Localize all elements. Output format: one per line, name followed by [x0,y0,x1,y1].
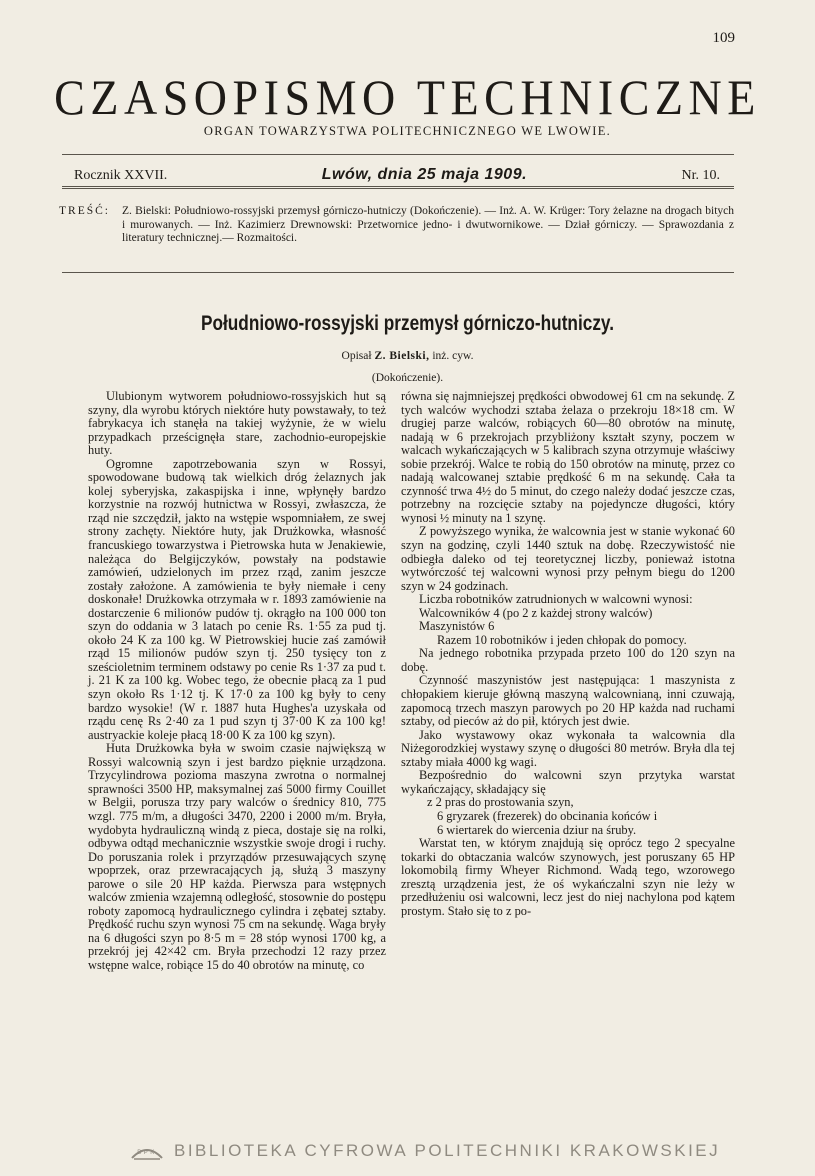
rule-issue [62,186,734,189]
paragraph: Czynność maszynistów jest następująca: 1 maszynista z chłopakiem kieruje główną maszyną walcownianą, inni czuwają, zapomocą trzech maszyn parowych po 20 HP każda nad ruchami sztaby, od pieców aż do pił, których jest dwie. [401,673,735,729]
workers-line: Maszynistów 6 [419,619,495,634]
page-number: 109 [712,30,735,46]
workers-total: Razem 10 robotników i jeden chłopak do pomocy. [437,632,687,647]
paragraph: Ulubionym wytworem południowo-rossyjskich hut są szyny, dla wyrobu których niektóre huty powstawały, to też fabrykacya ich stanęła na takiej wyżynie, że w wielu przypadkach prześcignęła stare, zachodnio-europejskie huty. [88,389,386,458]
place-date: Lwów, dnia 25 maja 1909. [321,166,528,183]
issue-number: Nr. 10. [681,168,720,183]
issue-line [74,166,720,184]
table-of-contents [59,205,734,246]
contents-label: TREŚĆ: [59,205,110,217]
rule-contents [62,272,734,273]
paragraph: Huta Drużkowka była w swoim czasie największą w Rossyi walcownią szyn i jest bardzo pięknie urządzona. Trzycylindrowa pozioma maszyna zwrotna o normalnej sprawności 3500 HP, maksymalnej zaś 5000 firmy Couillet w Belgii, porusza trzy pary walców o średnicy 810, 775 wzgl. 775 m/m, a długości 3470, 2200 i 2000 m/m. Bryła, wydobyta hydrauliczną windą z pieca, dostaje się na rolki, odbywa odtąd mechanicznie wszystkie swoje drogi i ruchy. Do poruszania rolek i przyrządów przesuwających szynę wpoprzek, oraz przewracających ją, służą 3 maszyny parowe o sile 20 HP każda. Pierwsza para wstępnych walców zmienia wzajemną odległość, stosownie do postępu roboty zapomocą hydraulicznego cylindra i zębatej sztaby. Prędkość ruchu szyn wynosi 75 cm na sekundę. Waga bryły na 6 długości szyn po 8·5 m = 28 stóp wynosi 1700 kg, a przekrój jej 42×42 cm. Bryła przechodzi 12 razy przez wstępne walce, robiące 15 do 40 obrotów na minutę, co [88,741,386,972]
article-title: Południowo-rossyjski przemysł górniczo-hutniczy. [200,312,615,335]
paragraph: Jako wystawowy okaz wykonała ta walcownia dla Niżegorodzkiej wystawy szynę o długości 80 metrów. Bryła dla tej sztaby miała 4000 kg wagi. [401,727,735,769]
list-item: 6 wiertarek do wiercenia dziur na śruby. [437,822,637,837]
paragraph: Liczba robotników zatrudnionych w walcowni wynosi: [419,592,693,607]
workers-line: Walcowników 4 (po 2 z każdej strony walców) [419,605,653,620]
masthead-title: CZASOPISMO TECHNICZNE [54,69,761,125]
paragraph: Z powyższego wynika, że walcownia jest w stanie wykonać 60 szyn na godzinę, czyli 1440 sztuk na dobę. Rzeczywistość nie odbiegła daleko od tej teoretycznej liczby, ponieważ istotna wytwórczość tej walcowni wynosi przy pełnym biegu do 1200 szyn w 24 godzinach. [401,524,735,593]
paragraph: Na jednego robotnika przypada przeto 100 do 120 szyn na dobę. [401,646,735,674]
author: Z. Bielski, [374,350,430,362]
byline-prefix: Opisał [341,350,372,362]
footer-text: BIBLIOTEKA CYFROWA POLITECHNIKI KRAKOWSKIEJ [174,1141,721,1160]
byline [0,350,815,362]
paragraph: równa się najmniejszej prędkości obwodowej 61 cm na sekundę. Z tych walców wychodzi sztaba żelaza o przekroju 18×18 cm. W drugiej parze walców, robiących 60—80 obrotów na minutę, nadają w 6 przekrojach przybliżony kształt szyny, poczem w walcach wykańczających w 5 kalibrach szyna otrzymuje właściwy sobie przekrój. Walce te robią do 150 obrotów na minutę, przez co nadają walcowanej sztabie prędkość 6 m na sekundę. Cała ta czynność trwa 4½ do 5 minut, do czego należy dodać jeszcze czas, potrzebny na rozcięcie sztaby na pojedyncze długości, który wynosi ½ minuty na 1 szynę. [401,389,735,525]
library-footer [130,1140,730,1162]
list-item: 6 gryzarek (frezerek) do obcinania końców i [437,808,658,823]
logo-text: BPK [137,1150,157,1156]
byline-suffix: inż. cyw. [432,350,474,362]
masthead-subtitle: ORGAN TOWARZYSTWA POLITECHNICZNEGO WE LWOWIE. [203,124,612,138]
paragraph: Bezpośrednio do walcowni szyn przytyka warstat wykańczający, składający się [401,768,735,796]
rule-top [62,154,734,155]
paragraph: Ogromne zapotrzebowania szyn w Rossyi, spowodowane budową tak wielkich dróg żelaznych jak kolej syberyjska, zakaspijska i inne, wpłynęły bardzo korzystnie na rozwój hutnictwa w Rossyi, zwłaszcza, że rząd nie szczędził, jakto na wstępie wspomniałem, ze swej strony zachęty. Niektóre huty, jak Drużkowka, własność francuskiego towarzystwa i Pietrowska huta w Jenakiewie, należąca do Belgijczyków, powstały na podstawie zamówień, udzielonych im przez rząd, zanim jeszcze zostały założone. A zamówienia te były niemałe i ceny doskonałe! Drużkowka otrzymała w r. 1893 zamówienie na dostarczenie 6 milionów pudów tj. okrągło na 100 000 ton szyn do oddania w 3 latach po cenie Rs. 1·55 za pud tj. około 24 K za 100 kg. W Pietrowskiej hucie zaś zamówił rząd 15 milionów pudów szyn tj. 250 tysięcy ton z sześcioletnim terminem odstawy po cenie Rs 1·37 za pud t. j. 21 K za 100 kg. Wobec tego, że obecnie płacą za 1 pud szyn około Rs 1·12 tj. K 17·0 za 100 kg były to ceny bardzo wysokie! (W r. 1887 huta Hughes'a uzyskała od rządu cenę Rs 2·40 za 1 pud szyn tj 37·00 K za 100 kg! austryackie koleje płacą 18·00 K za 100 kg szyn). [88,456,386,742]
contents-text: Z. Bielski: Południowo-rossyjski przemysł górniczo-hutniczy (Dokończenie). — Inż. A. W. Krüger: Tory żelazne na drogach bitych i murowanych. — Inż. Kazimierz Drewnowski: Przetwornice jedno- i dwutwornikowe. — Dział górniczy. — Sprawozdania z literatury technicznej.— Rozmaitości. [122,205,734,244]
right-column [401,390,735,918]
volume: Rocznik XXVII. [74,168,168,183]
library-logo-icon [130,1140,164,1162]
left-column [88,390,386,973]
continued-note: (Dokończenie). [371,372,444,384]
list-item: z 2 pras do prostowania szyn, [427,795,574,810]
paragraph: Warstat ten, w którym znajdują się oprócz tego 2 specyalne tokarki do obtaczania walców szynowych, jest poruszany 65 HP lokomobilą firmy Wheyer Richmond. Wadą tego, wzorowego zresztą urządzenia jest, że oś wykańczalni szyn nie leży w przedłużeniu osi walcowni, lecz jest do niej nachylona pod kątem prostym. Stało się to z po- [401,836,735,918]
